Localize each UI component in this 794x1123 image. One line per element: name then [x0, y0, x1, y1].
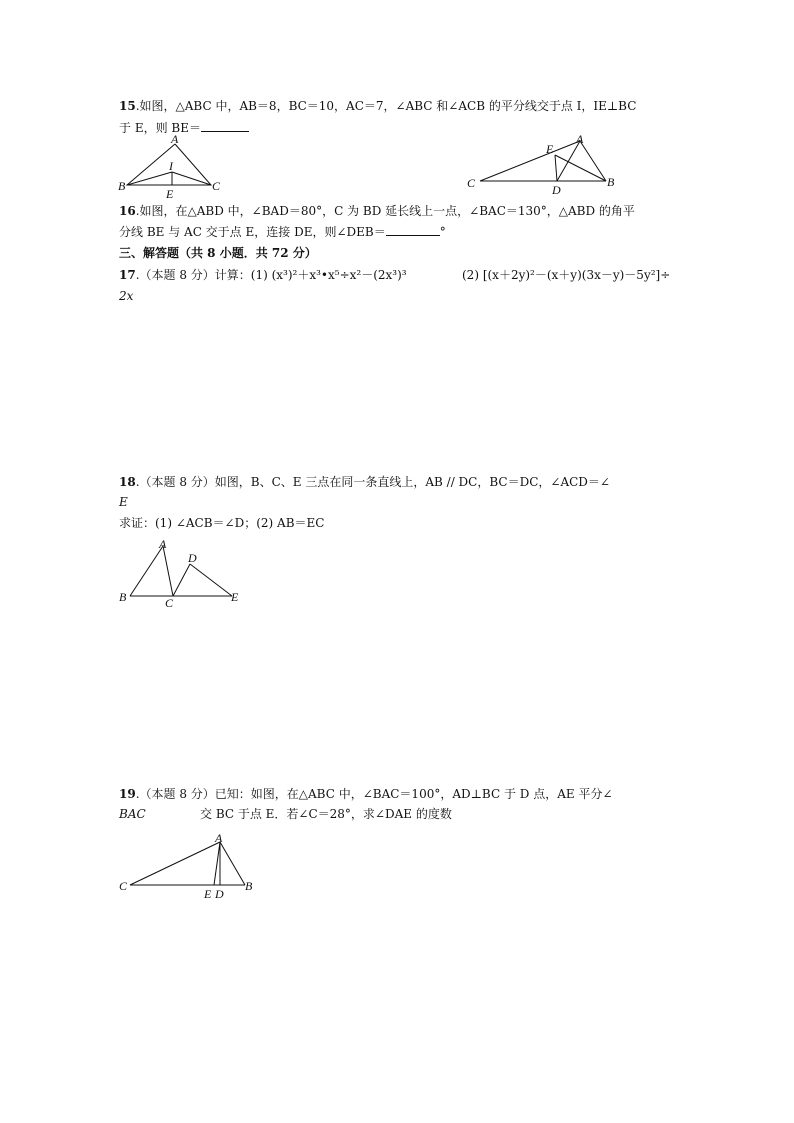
q15-line1 — [119, 98, 636, 114]
q18-label-d: D — [188, 551, 197, 565]
q15-text1: .如图，△ABC 中，AB＝8，BC＝10，AC＝7，∠ABC 和∠ACB 的平分线交于点 I，IE⊥BC — [135, 99, 637, 113]
q18-line1 — [119, 474, 610, 490]
q18-text3: 求证：(1) ∠ACB＝∠D；(2) AB＝EC — [119, 516, 325, 530]
q18-line-ab — [130, 546, 163, 596]
q15-label-e: E — [166, 187, 174, 201]
q19-line1 — [119, 786, 613, 802]
q15-label-c: C — [212, 179, 221, 193]
q16-line1 — [119, 203, 635, 219]
q15-label-a: A — [171, 132, 179, 146]
q16-number: 16 — [119, 204, 136, 218]
q18-figure — [115, 535, 250, 610]
q16-answer-blank[interactable] — [386, 224, 440, 236]
q17-number: 17 — [119, 268, 136, 282]
q16-line-ab — [580, 141, 606, 181]
q19-text2a: BAC — [119, 807, 146, 821]
q18-label-e: E — [231, 590, 239, 604]
q16-text2: 分线 BE 与 AC 交于点 E，连接 DE，则∠DEB＝ — [119, 225, 386, 239]
q18-line-de — [190, 564, 232, 596]
q16-line-ad — [557, 141, 580, 181]
q16-label-c: C — [467, 176, 476, 190]
q16-label-b: B — [607, 175, 615, 189]
q19-text1: .（本题 8 分）已知：如图，在△ABC 中，∠BAC＝100°，AD⊥BC 于 D 点，AE 平分∠ — [135, 787, 613, 801]
q16-text1: .如图，在△ABD 中，∠BAD＝80°，C 为 BD 延长线上一点，∠BAC＝130°，△ABD 的角平 — [135, 204, 635, 218]
q16-degree: ° — [439, 225, 446, 239]
q17-part2: (2) [(x＋2y)²－(x＋y)(3x－y)－5y²]÷ — [462, 268, 671, 282]
q15-text2: 于 E，则 BE＝ — [119, 121, 201, 135]
q16-label-a: A — [576, 132, 584, 146]
q15-answer-blank[interactable] — [201, 120, 249, 132]
q18-label-a: A — [159, 537, 167, 551]
q16-line2 — [119, 224, 446, 240]
q17-line1 — [119, 267, 407, 283]
q18-line-cd — [173, 564, 190, 596]
q19-label-b: B — [245, 879, 253, 893]
q18-text2: E — [119, 495, 128, 509]
q18-label-c: C — [165, 596, 174, 610]
q19-label-a: A — [215, 831, 223, 845]
q16-label-d: D — [552, 183, 561, 197]
q19-line-ab — [220, 842, 245, 885]
q18-number: 18 — [119, 475, 136, 489]
q17-text1: .（本题 8 分）计算：(1) (x³)²＋x³•x⁵÷x²－(2x³)³ — [135, 268, 407, 282]
q19-number: 19 — [119, 787, 136, 801]
q15-bisector-bi — [127, 172, 172, 185]
q19-label-e: E — [204, 887, 212, 901]
q15-label-i: I — [169, 159, 173, 173]
q15-figure — [115, 132, 235, 202]
q19-bisector-ae — [214, 842, 220, 885]
q18-line-ac — [163, 546, 173, 596]
q15-label-b: B — [118, 179, 126, 193]
q19-figure — [115, 830, 265, 905]
q16-label-e: E — [546, 142, 554, 156]
q16-bisector-be — [555, 155, 606, 181]
q19-label-d: D — [215, 887, 224, 901]
q16-line-ca — [480, 141, 580, 181]
q16-figure — [462, 132, 622, 197]
q18-text1: .（本题 8 分）如图，B、C、E 三点在同一条直线上，AB // DC，BC＝DC，∠ACD＝∠ — [135, 475, 610, 489]
q19-line-ca — [130, 842, 220, 885]
q17-text2: 2x — [119, 289, 134, 303]
q16-line-de — [555, 155, 557, 181]
q18-label-b: B — [119, 590, 127, 604]
q15-number: 15 — [119, 99, 136, 113]
q19-label-c: C — [119, 879, 128, 893]
section3-title: 三、解答题（共 8 小题．共 72 分） — [119, 246, 317, 260]
q19-text2b: 交 BC 于点 E．若∠C＝28°，求∠DAE 的度数 — [200, 807, 452, 821]
